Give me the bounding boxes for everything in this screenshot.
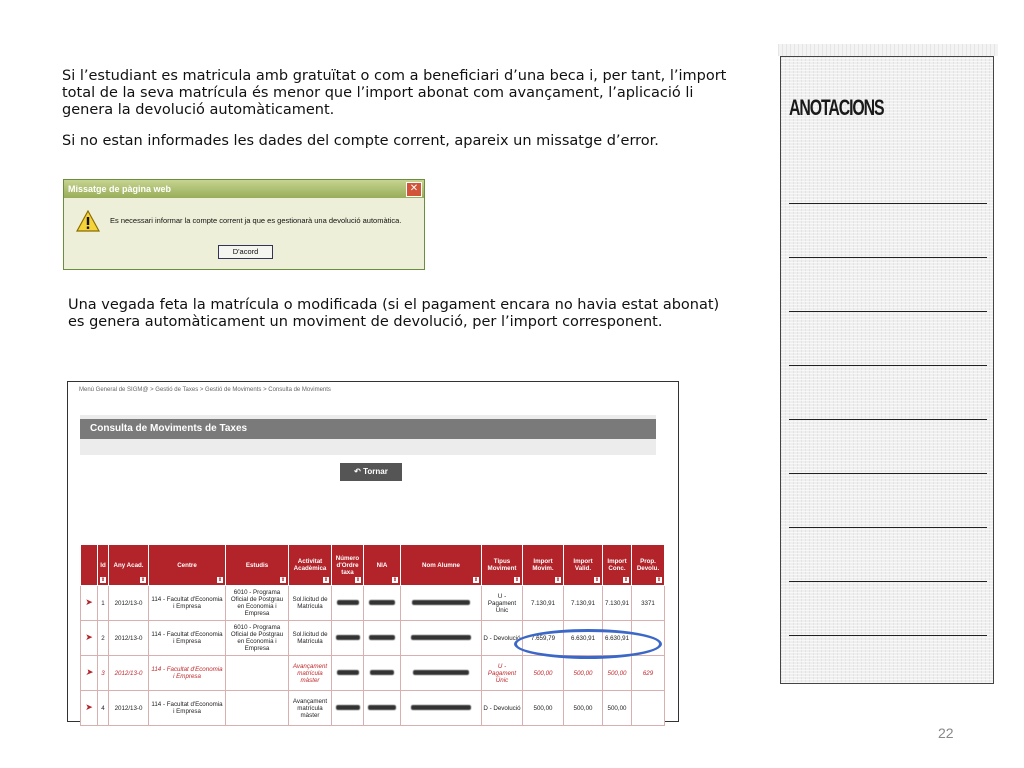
column-header[interactable]: Any Acad. ⇕ xyxy=(109,545,149,586)
cell-ordre xyxy=(332,621,364,656)
sort-icon[interactable]: ⇕ xyxy=(140,577,146,583)
cell-tipus: D - Devolució xyxy=(482,621,523,656)
highlight-ellipse xyxy=(514,629,662,659)
cell-tipus: D - Devolució xyxy=(482,691,523,726)
redacted-value xyxy=(337,600,359,605)
cell-import-movim: 500,00 xyxy=(523,656,564,691)
sort-icon[interactable]: ⇕ xyxy=(623,577,629,583)
cell-tipus: U - Pagament Únic xyxy=(482,656,523,691)
cell-id: 4 xyxy=(98,691,109,726)
cell-nia xyxy=(364,691,401,726)
redacted-value xyxy=(411,635,471,640)
dialog-title: Missatge de pàgina web xyxy=(68,184,172,194)
dialog-titlebar xyxy=(64,180,424,198)
cell-centre: 114 - Facultat d'Economia i Empresa xyxy=(149,621,226,656)
cell-nia xyxy=(364,656,401,691)
cell-import-valid: 500,00 xyxy=(564,691,603,726)
cell-import-valid: 6.630,91 xyxy=(564,621,603,656)
cell-import-valid: 500,00 xyxy=(564,656,603,691)
cell-import-movim: 7.659,79 xyxy=(523,621,564,656)
redacted-value xyxy=(368,705,396,710)
table-row[interactable] xyxy=(81,691,665,726)
cell-prop xyxy=(632,691,665,726)
column-header[interactable]: NIA ⇕ xyxy=(364,545,401,586)
cell-nom xyxy=(401,656,482,691)
section-title: Consulta de Moviments de Taxes xyxy=(80,419,656,439)
cell-ordre xyxy=(332,691,364,726)
table-row[interactable] xyxy=(81,586,665,621)
sort-icon[interactable]: ⇕ xyxy=(100,577,106,583)
cell-import-conc: 7.130,91 xyxy=(603,586,632,621)
error-paragraph: Si no estan informades les dades del compte corrent, apareix un missatge d’error. xyxy=(62,133,659,149)
cell-activitat: Avançament matrícula màster xyxy=(289,656,332,691)
sort-icon[interactable]: ⇕ xyxy=(217,577,223,583)
cell-any: 2012/13-0 xyxy=(109,621,149,656)
cell-any: 2012/13-0 xyxy=(109,691,149,726)
cell-nom xyxy=(401,691,482,726)
cell-prop: 3371 xyxy=(632,586,665,621)
column-header xyxy=(81,545,98,586)
column-header[interactable]: Tipus Moviment ⇕ xyxy=(482,545,523,586)
cell-import-conc: 6.630,91 xyxy=(603,621,632,656)
cell-activitat: Avançament matrícula màster xyxy=(289,691,332,726)
column-header[interactable]: Prop. Devolu. ⇕ xyxy=(632,545,665,586)
cell-estudis: 6010 - Programa Oficial de Postgrau en Economia i Empresa xyxy=(226,586,289,621)
note-line xyxy=(789,527,987,528)
page-number: 22 xyxy=(938,725,954,741)
sort-icon[interactable]: ⇕ xyxy=(656,577,662,583)
redacted-value xyxy=(337,670,359,675)
cell-prop: 629 xyxy=(632,656,665,691)
back-icon: ↶ xyxy=(354,467,361,476)
cell-ordre xyxy=(332,586,364,621)
error-dialog xyxy=(63,179,425,270)
movements-screenshot xyxy=(67,381,679,722)
warning-icon xyxy=(76,210,100,232)
redacted-value xyxy=(336,705,360,710)
cell-id: 3 xyxy=(98,656,109,691)
breadcrumb[interactable]: Menú General de SIGM@ > Gestió de Taxes > Gestió de Moviments > Consulta de Moviments xyxy=(79,387,331,393)
cell-import-movim: 7.130,91 xyxy=(523,586,564,621)
note-line xyxy=(789,203,987,204)
cell-activitat: Sol.licitud de Matrícula xyxy=(289,621,332,656)
refund-paragraph: Una vegada feta la matrícula o modificada (si el pagament encara no havia estat abonat) es genera automàticament un moviment de devolució, per l’import corresponent. xyxy=(68,297,720,330)
redacted-value xyxy=(411,705,471,710)
note-line xyxy=(789,419,987,420)
redacted-value xyxy=(369,600,395,605)
column-header[interactable]: Centre ⇕ xyxy=(149,545,226,586)
cell-estudis xyxy=(226,691,289,726)
sort-icon[interactable]: ⇕ xyxy=(555,577,561,583)
close-icon[interactable]: ✕ xyxy=(406,182,422,197)
sort-icon[interactable]: ⇕ xyxy=(594,577,600,583)
cell-activitat: Sol.licitud de Matrícula xyxy=(289,586,332,621)
row-select-arrow[interactable]: ➤ xyxy=(81,586,98,621)
cell-centre: 114 - Facultat d'Economia i Empresa xyxy=(149,586,226,621)
note-line xyxy=(789,365,987,366)
back-label: Tornar xyxy=(363,467,388,476)
cell-ordre xyxy=(332,656,364,691)
note-line xyxy=(789,257,987,258)
sort-icon[interactable]: ⇕ xyxy=(280,577,286,583)
redacted-value xyxy=(413,670,469,675)
cell-import-conc: 500,00 xyxy=(603,656,632,691)
table-row[interactable] xyxy=(81,656,665,691)
sort-icon[interactable]: ⇕ xyxy=(323,577,329,583)
intro-paragraph: Si l’estudiant es matricula amb gratuïtat o com a beneficiari d’una beca i, per tant, l’import total de la seva matrícula és menor que l’import abonat com avançament, l’aplicació li genera la devolució automàticament. xyxy=(62,68,727,118)
cell-estudis: 6010 - Programa Oficial de Postgrau en Economia i Empresa xyxy=(226,621,289,656)
cell-centre: 114 - Facultat d'Economia i Empresa xyxy=(149,691,226,726)
cell-import-conc: 500,00 xyxy=(603,691,632,726)
sort-icon[interactable]: ⇕ xyxy=(514,577,520,583)
note-line xyxy=(789,581,987,582)
notes-panel xyxy=(780,56,994,684)
note-line xyxy=(789,311,987,312)
notes-title: ANOTACIONS xyxy=(789,95,884,120)
sort-icon[interactable]: ⇕ xyxy=(473,577,479,583)
cell-nom xyxy=(401,586,482,621)
cell-nom xyxy=(401,621,482,656)
redacted-value xyxy=(369,635,395,640)
table-header-row xyxy=(81,545,665,586)
cell-centre: 114 - Facultat d'Economia i Empresa xyxy=(149,656,226,691)
sort-icon[interactable]: ⇕ xyxy=(355,577,361,583)
column-header[interactable]: Import Valid. ⇕ xyxy=(564,545,603,586)
cell-id: 1 xyxy=(98,586,109,621)
column-header[interactable]: Estudis ⇕ xyxy=(226,545,289,586)
column-header[interactable]: Nom Alumne ⇕ xyxy=(401,545,482,586)
redacted-value xyxy=(336,635,360,640)
column-header[interactable]: Activitat Acadèmica ⇕ xyxy=(289,545,332,586)
column-header[interactable]: Id ⇕ xyxy=(98,545,109,586)
cell-tipus: U - Pagament Únic xyxy=(482,586,523,621)
redacted-value xyxy=(370,670,394,675)
column-header[interactable]: Import Movim. ⇕ xyxy=(523,545,564,586)
cell-any: 2012/13-0 xyxy=(109,586,149,621)
cell-estudis xyxy=(226,656,289,691)
row-select-arrow[interactable]: ➤ xyxy=(81,656,98,691)
cell-import-valid: 7.130,91 xyxy=(564,586,603,621)
sort-icon[interactable]: ⇕ xyxy=(392,577,398,583)
cell-any: 2012/13-0 xyxy=(109,656,149,691)
dialog-message: Es necessari informar la compte corrent ja que es gestionarà una devolució automàtica. xyxy=(110,216,402,225)
notes-top-strip xyxy=(778,44,998,56)
ok-button[interactable]: D'acord xyxy=(218,245,273,259)
row-select-arrow[interactable]: ➤ xyxy=(81,621,98,656)
cell-id: 2 xyxy=(98,621,109,656)
row-select-arrow[interactable]: ➤ xyxy=(81,691,98,726)
cell-import-movim: 500,00 xyxy=(523,691,564,726)
cell-nia xyxy=(364,621,401,656)
redacted-value xyxy=(412,600,470,605)
column-header[interactable]: Import Conc. ⇕ xyxy=(603,545,632,586)
note-line xyxy=(789,635,987,636)
note-line xyxy=(789,473,987,474)
back-button[interactable] xyxy=(340,463,402,481)
column-header[interactable]: Número d'Ordre taxa ⇕ xyxy=(332,545,364,586)
cell-nia xyxy=(364,586,401,621)
